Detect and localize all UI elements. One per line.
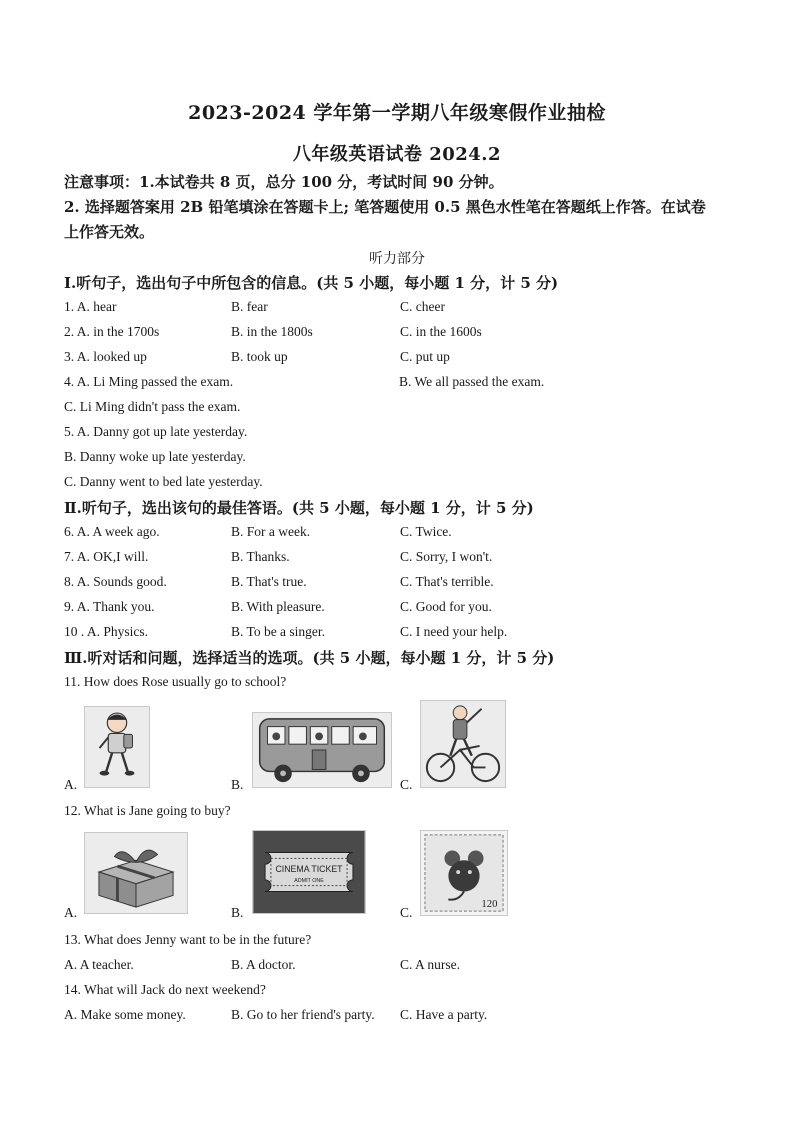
q3-option-b: B. took up bbox=[231, 349, 288, 364]
notice-line-2: 2. 选择题答案用 2B 铅笔填涂在答题卡上; 笔答题使用 0.5 黑色水性笔在答题纸上作答。在试卷 bbox=[64, 198, 706, 216]
q1-option-c: C. cheer bbox=[400, 299, 445, 314]
cinema-ticket-picture bbox=[252, 830, 366, 914]
q13-option-c: C. A nurse. bbox=[400, 957, 461, 972]
q2-option-b: B. in the 1800s bbox=[231, 324, 313, 339]
q12-stem: 12. What is Jane going to buy? bbox=[64, 803, 231, 818]
q7-option-c: C. Sorry, I won't. bbox=[400, 549, 493, 564]
q3-option-c: C. put up bbox=[400, 349, 450, 364]
q9-option-a: 9. A. Thank you. bbox=[64, 599, 155, 614]
walking-boy-picture bbox=[84, 706, 150, 788]
q8-option-b: B. That's true. bbox=[231, 574, 307, 589]
part-label: 听力部分 bbox=[369, 251, 425, 267]
q8-option-a: 8. A. Sounds good. bbox=[64, 574, 167, 589]
section-2-heading: Ⅱ.听句子，选出该句的最佳答语。(共 5 小题，每小题 1 分，计 5 分) bbox=[64, 499, 534, 517]
exam-subtitle: 八年级英语试卷 2024.2 bbox=[292, 144, 502, 165]
q13-option-b: B. A doctor. bbox=[231, 957, 296, 972]
q5-option-a: 5. A. Danny got up late yesterday. bbox=[64, 424, 248, 439]
stamp-icon bbox=[421, 831, 507, 915]
bus-icon bbox=[253, 713, 391, 787]
ticket-title-text: CINEMA TICKET bbox=[275, 864, 343, 874]
q4-option-a: 4. A. Li Ming passed the exam. bbox=[64, 374, 234, 389]
q9-option-c: C. Good for you. bbox=[400, 599, 492, 614]
q1-option-b: B. fear bbox=[231, 299, 268, 314]
q6-option-b: B. For a week. bbox=[231, 524, 311, 539]
q11-label-b: B. bbox=[231, 777, 244, 792]
q10-option-c: C. I need your help. bbox=[400, 624, 508, 639]
q6-option-c: C. Twice. bbox=[400, 524, 452, 539]
q1-option-a: 1. A. hear bbox=[64, 299, 117, 314]
ticket-admit-text: ADMIT ONE bbox=[294, 877, 324, 884]
q2-option-a: 2. A. in the 1700s bbox=[64, 324, 160, 339]
q11-label-c: C. bbox=[400, 777, 413, 792]
section-1-heading: Ⅰ.听句子，选出句子中所包含的信息。(共 5 小题，每小题 1 分，计 5 分) bbox=[64, 274, 559, 292]
q6-option-a: 6. A. A week ago. bbox=[64, 524, 160, 539]
q9-option-b: B. With pleasure. bbox=[231, 599, 325, 614]
q14-option-c: C. Have a party. bbox=[400, 1007, 488, 1022]
stamp-value-text: 120 bbox=[481, 898, 498, 911]
section-3-heading: Ⅲ.听对话和问题，选择适当的选项。(共 5 小题，每小题 1 分，计 5 分) bbox=[64, 649, 555, 667]
q13-stem: 13. What does Jenny want to be in the future? bbox=[64, 932, 312, 947]
q5-option-b: B. Danny woke up late yesterday. bbox=[64, 449, 246, 464]
q12-label-a: A. bbox=[64, 905, 78, 920]
q11-label-a: A. bbox=[64, 777, 78, 792]
q14-stem: 14. What will Jack do next weekend? bbox=[64, 982, 266, 997]
q10-option-b: B. To be a singer. bbox=[231, 624, 326, 639]
q2-option-c: C. in the 1600s bbox=[400, 324, 482, 339]
gift-box-icon bbox=[85, 833, 187, 913]
bus-picture bbox=[252, 712, 392, 788]
q8-option-c: C. That's terrible. bbox=[400, 574, 494, 589]
q5-option-c: C. Danny went to bed late yesterday. bbox=[64, 474, 263, 489]
bicycle-icon bbox=[421, 701, 505, 787]
q4-option-c: C. Li Ming didn't pass the exam. bbox=[64, 399, 241, 414]
stamp-picture bbox=[420, 830, 508, 916]
walking-boy-icon bbox=[85, 707, 149, 787]
q12-label-c: C. bbox=[400, 905, 413, 920]
notice-line-3: 上作答无效。 bbox=[64, 223, 155, 241]
gift-box-picture bbox=[84, 832, 188, 914]
q12-label-b: B. bbox=[231, 905, 244, 920]
q7-option-a: 7. A. OK,I will. bbox=[64, 549, 149, 564]
notice-line-1: 注意事项：1.本试卷共 8 页，总分 100 分，考试时间 90 分钟。 bbox=[64, 173, 504, 191]
q11-stem: 11. How does Rose usually go to school? bbox=[64, 674, 287, 689]
cyclist-picture bbox=[420, 700, 506, 788]
ticket-icon bbox=[253, 831, 365, 913]
exam-title: 2023-2024 学年第一学期八年级寒假作业抽检 bbox=[188, 102, 606, 124]
q13-option-a: A. A teacher. bbox=[64, 957, 134, 972]
q3-option-a: 3. A. looked up bbox=[64, 349, 147, 364]
q14-option-b: B. Go to her friend's party. bbox=[231, 1007, 375, 1022]
q14-option-a: A. Make some money. bbox=[64, 1007, 186, 1022]
q4-option-b: B. We all passed the exam. bbox=[399, 374, 545, 389]
q10-option-a: 10 . A. Physics. bbox=[64, 624, 149, 639]
q7-option-b: B. Thanks. bbox=[231, 549, 290, 564]
